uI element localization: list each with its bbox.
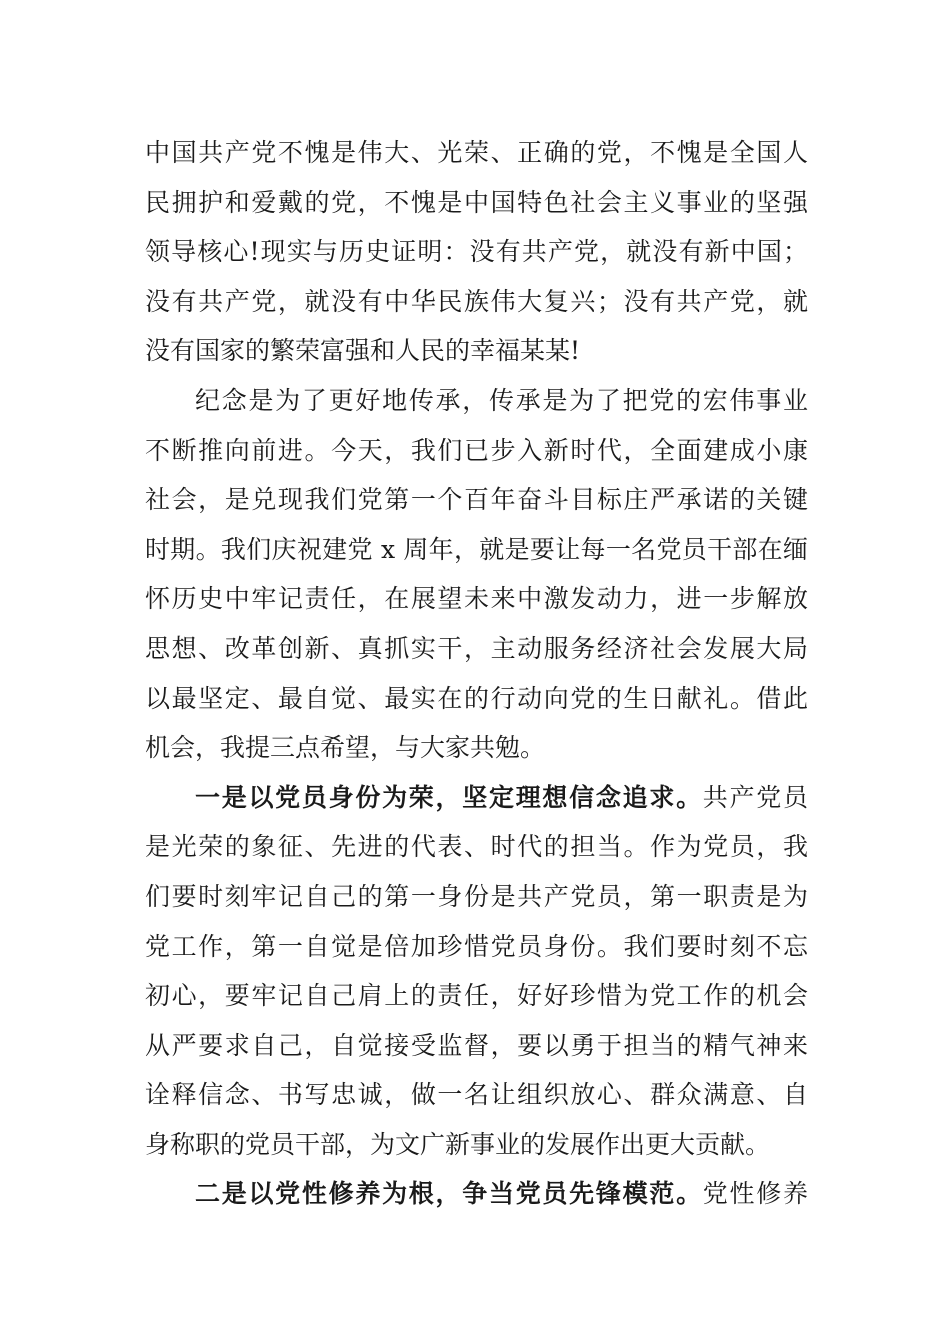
text-line: 纪念是为了更好地传承，传承是为了把党的宏伟事业 bbox=[195, 385, 808, 415]
text-line: 不断推向前进。今天，我们已步入新时代，全面建成小康 bbox=[145, 435, 808, 465]
text-line: 党工作，第一自觉是倍加珍惜党员身份。我们要时刻不忘 bbox=[145, 931, 808, 961]
text-line: 思想、改革创新、真抓实干，主动服务经济社会发展大局 bbox=[145, 633, 808, 663]
text-line: 没有共产党，就没有中华民族伟大复兴；没有共产党，就 bbox=[145, 286, 808, 316]
paragraph-3 bbox=[145, 773, 808, 1170]
paragraph-lead-heading: 一是以党员身份为荣，坚定理想信念追求。 bbox=[195, 782, 703, 812]
text-line: 们要时刻牢记自己的第一身份是共产党员，第一职责是为 bbox=[145, 881, 808, 911]
text-line: 社会，是兑现我们党第一个百年奋斗目标庄严承诺的关键 bbox=[145, 485, 808, 515]
text-line: 中国共产党不愧是伟大、光荣、正确的党，不愧是全国人 bbox=[145, 138, 808, 167]
paragraph-4 bbox=[145, 1169, 808, 1219]
text-line: 领导核心!现实与历史证明：没有共产党，就没有新中国； bbox=[145, 237, 808, 267]
text-line: 初心，要牢记自己肩上的责任，好好珍惜为党工作的机会 bbox=[145, 981, 808, 1011]
paragraph-2 bbox=[145, 376, 808, 773]
text-line: 从严要求自己，自觉接受监督，要以勇于担当的精气神来 bbox=[145, 1030, 808, 1060]
text-line: 怀历史中牢记责任，在展望未来中激发动力，进一步解放 bbox=[145, 584, 808, 614]
paragraph-lead-rest: 党性修养 bbox=[702, 1179, 808, 1209]
text-line: 以最坚定、最自觉、最实在的行动向党的生日献礼。借此 bbox=[145, 683, 808, 713]
text-line: 民拥护和爱戴的党，不愧是中国特色社会主义事业的坚强 bbox=[145, 187, 808, 217]
paragraph-1 bbox=[145, 128, 808, 376]
text-line: 身称职的党员干部，为文广新事业的发展作出更大贡献。 bbox=[145, 1129, 771, 1159]
text-line: 是光荣的象征、先进的代表、时代的担当。作为党员，我 bbox=[145, 832, 808, 862]
paragraph-lead-heading: 二是以党性修养为根，争当党员先锋模范。 bbox=[195, 1179, 703, 1209]
text-line bbox=[145, 773, 808, 823]
text-line: 诠释信念、书写忠诚，做一名让组织放心、群众满意、自 bbox=[145, 1080, 808, 1110]
text-line bbox=[145, 1169, 808, 1219]
paragraph-lead-rest: 共产党员 bbox=[702, 782, 808, 812]
text-line: 时期。我们庆祝建党 x 周年，就是要让每一名党员干部在缅 bbox=[145, 534, 808, 564]
text-line: 机会，我提三点希望，与大家共勉。 bbox=[145, 733, 546, 763]
document-body bbox=[145, 128, 808, 1219]
text-line: 没有国家的繁荣富强和人民的幸福某某! bbox=[145, 336, 581, 366]
